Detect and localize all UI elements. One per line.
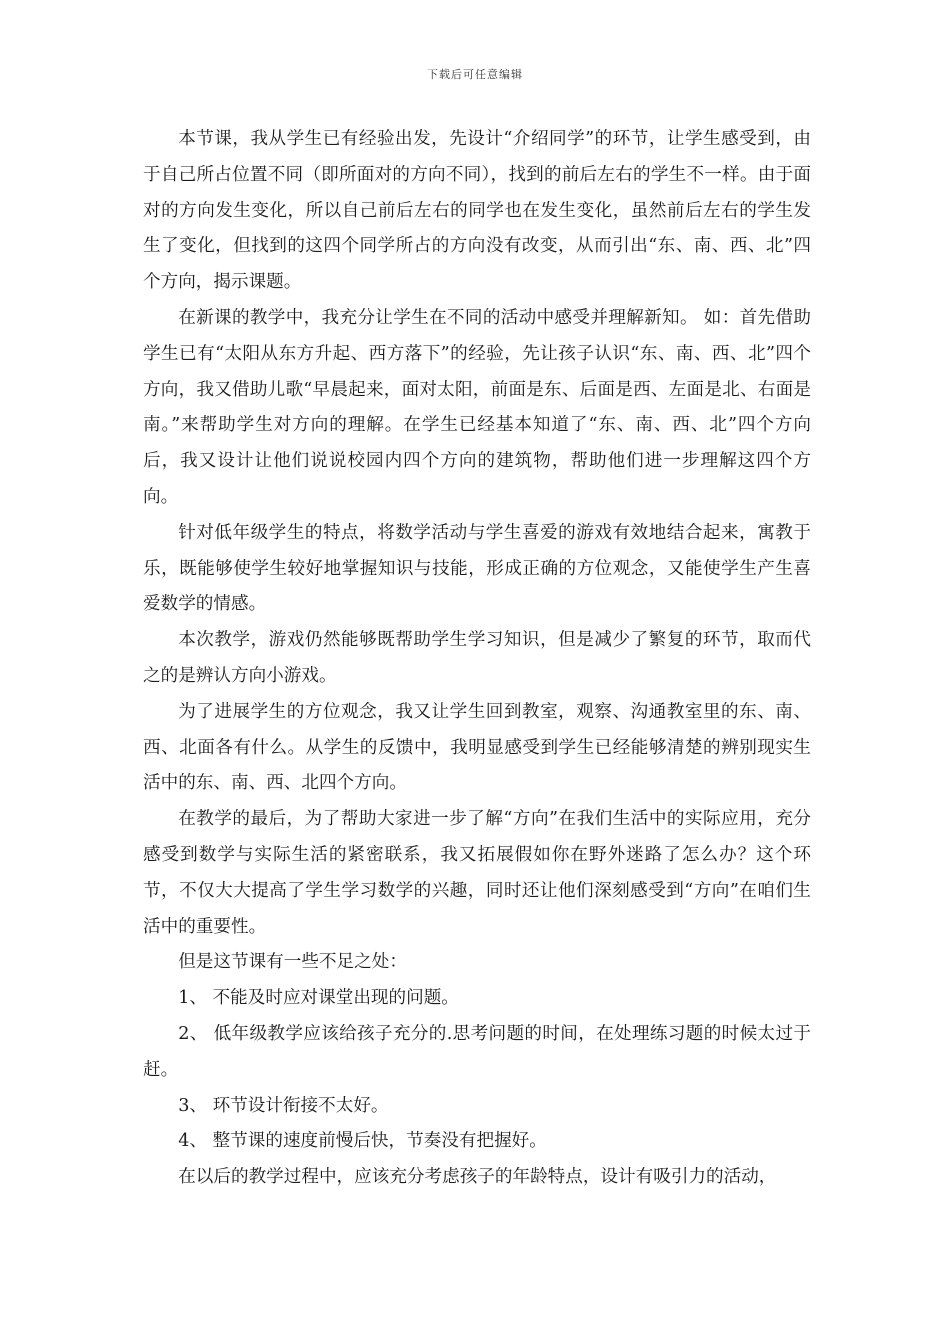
paragraph-this-lesson: 本次教学，游戏仍然能够既帮助学生学习知识，但是减少了繁复的环节，取而代之的是辨认方向小游戏。 bbox=[143, 630, 811, 686]
document-body bbox=[143, 122, 811, 1196]
paragraph-shortcomings-intro: 但是这节课有一些不足之处： bbox=[178, 952, 407, 973]
list-item-shortcoming-1: 1、 不能及时应对课堂出现的问题。 bbox=[178, 988, 459, 1009]
paragraph-future-plan: 在以后的教学过程中，应该充分考虑孩子的年龄特点，设计有吸引力的活动， bbox=[178, 1167, 777, 1188]
page-header: 下载后可任意编辑 bbox=[427, 68, 523, 81]
list-item-shortcoming-3: 3、 环节设计衔接不太好。 bbox=[178, 1095, 389, 1116]
paragraph-game-teaching: 针对低年级学生的特点，将数学活动与学生喜爱的游戏有效地结合起来，寓教于乐，既能够使学生较好地掌握知识与技能，形成正确的方位观念，又能使学生产生喜爱数学的情感。 bbox=[143, 522, 811, 615]
paragraph-lesson-end: 在教学的最后，为了帮助大家进一步了解“方向”在我们生活中的实际应用，充分感受到数学与实际生活的紧密联系，我又拓展假如你在野外迷路了怎么办？这个环节，不仅大大提高了学生学习数学的兴趣，同时还让他们深刻感受到“方向”在咱们生活中的重要性。 bbox=[143, 809, 811, 937]
paragraph-intro: 本节课，我从学生已有经验出发，先设计“介绍同学”的环节，让学生感受到，由于自己所占位置不同（即所面对的方向不同），找到的前后左右的学生不一样。由于面对的方向发生变化，所以自己前后左右的同学也在发生变化，虽然前后左右的学生发生了变化，但找到的这四个同学所占的方向没有改变，从而引出“东、南、西、北”四个方向，揭示课题。 bbox=[143, 129, 811, 293]
list-item-shortcoming-2: 2、 低年级教学应该给孩子充分的.思考问题的时间，在处理练习题的时候太过于赶。 bbox=[143, 1023, 811, 1080]
list-item-shortcoming-4: 4、 整节课的速度前慢后快，节奏没有把握好。 bbox=[178, 1131, 547, 1152]
paragraph-new-lesson: 在新课的教学中，我充分让学生在不同的活动中感受并理解新知。 如：首先借助学生已有“太阳从东方升起、西方落下”的经验，先让孩子认识“东、南、西、北”四个方向，我又借助儿歌“早晨起来，面对太阳，前面是东、后面是西、左面是北、右面是南。”来帮助学生对方向的理解。在学生已经基本知道了“东、南、西、北”四个方向后，我又设计让他们说说校园内四个方向的建筑物，帮助他们进一步理解这四个方向。 bbox=[143, 307, 811, 507]
paragraph-classroom-observation: 为了进展学生的方位观念，我又让学生回到教室，观察、沟通教室里的东、南、西、北面各有什么。从学生的反馈中，我明显感受到学生已经能够清楚的辨别现实生活中的东、南、西、北四个方向。 bbox=[143, 701, 811, 794]
